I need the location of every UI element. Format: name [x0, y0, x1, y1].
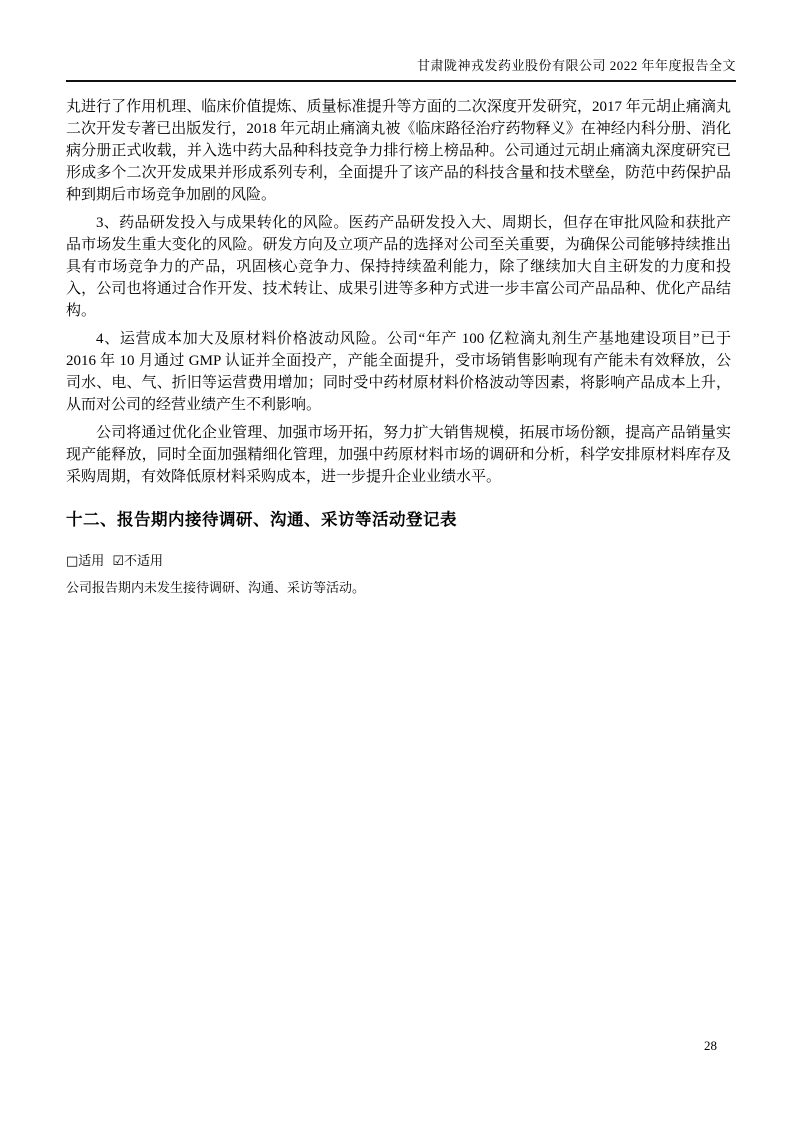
section-statement: 公司报告期内未发生接待调研、沟通、采访等活动。 — [66, 580, 366, 595]
checkbox-checked-icon: ☑ — [112, 554, 124, 569]
applicable-label: 适用 — [78, 553, 105, 568]
paragraph-measures: 公司将通过优化企业管理、加强市场开拓，努力扩大销售规模，拓展市场份额，提高产品销量实现产能释放，同时全面加强精细化管理，加强中药原材料市场的调研和分析，科学安排原材料库存及采购周期，有效降低原材料采购成本，进一步提升企业业绩水平。 — [66, 425, 731, 485]
not-applicable-option — [112, 552, 163, 571]
document-body — [66, 96, 731, 597]
section-heading: 十二、报告期内接待调研、沟通、采访等活动登记表 — [66, 511, 457, 529]
page-number: 28 — [704, 1038, 717, 1053]
checkbox-unchecked-icon: □ — [66, 554, 79, 569]
not-applicable-label: 不适用 — [123, 553, 163, 568]
page-header — [66, 55, 736, 82]
applicable-option — [66, 552, 104, 571]
paragraph-risk-4: 4、运营成本加大及原材料价格波动风险。公司“年产 100 亿粒滴丸剂生产基地建设项目”已于 2016 年 10 月通过 GMP 认证并全面投产，产能全面提升，受市场销售影响现有产能未有效释放，公司水、电、气、折旧等运营费用增加；同时受中药材原材料价格波动等因素，将影响产品成本上升，从而对公司的经营业绩产生不利影响。 — [66, 331, 731, 413]
applicability-line — [66, 552, 731, 571]
report-title: 甘肃陇神戎发药业股份有限公司 2022 年年度报告全文 — [416, 58, 736, 73]
paragraph-risk-3: 3、药品研发投入与成果转化的风险。医药产品研发投入大、周期长，但存在审批风险和获批产品市场发生重大变化的风险。研发方向及立项产品的选择对公司至关重要，为确保公司能够持续推出具有市场竞争力的产品，巩固核心竞争力、保持持续盈利能力，除了继续加大自主研发的力度和投入，公司也将通过合作开发、技术转让、成果引进等多种方式进一步丰富公司产品品种、优化产品结构。 — [66, 215, 731, 319]
paragraph-continuation: 丸进行了作用机理、临床价值提炼、质量标准提升等方面的二次深度开发研究，2017 年元胡止痛滴丸二次开发专著已出版发行，2018 年元胡止痛滴丸被《临床路径治疗药物释义》在神经内科分册、消化病分册正式收载，并入选中药大品种科技竞争力排行榜上榜品种。公司通过元胡止痛滴丸深度研究已形成多个二次开发成果并形成系列专利，全面提升了该产品的科技含量和技术壁垒，防范中药保护品种到期后市场竞争加剧的风险。 — [66, 99, 731, 203]
